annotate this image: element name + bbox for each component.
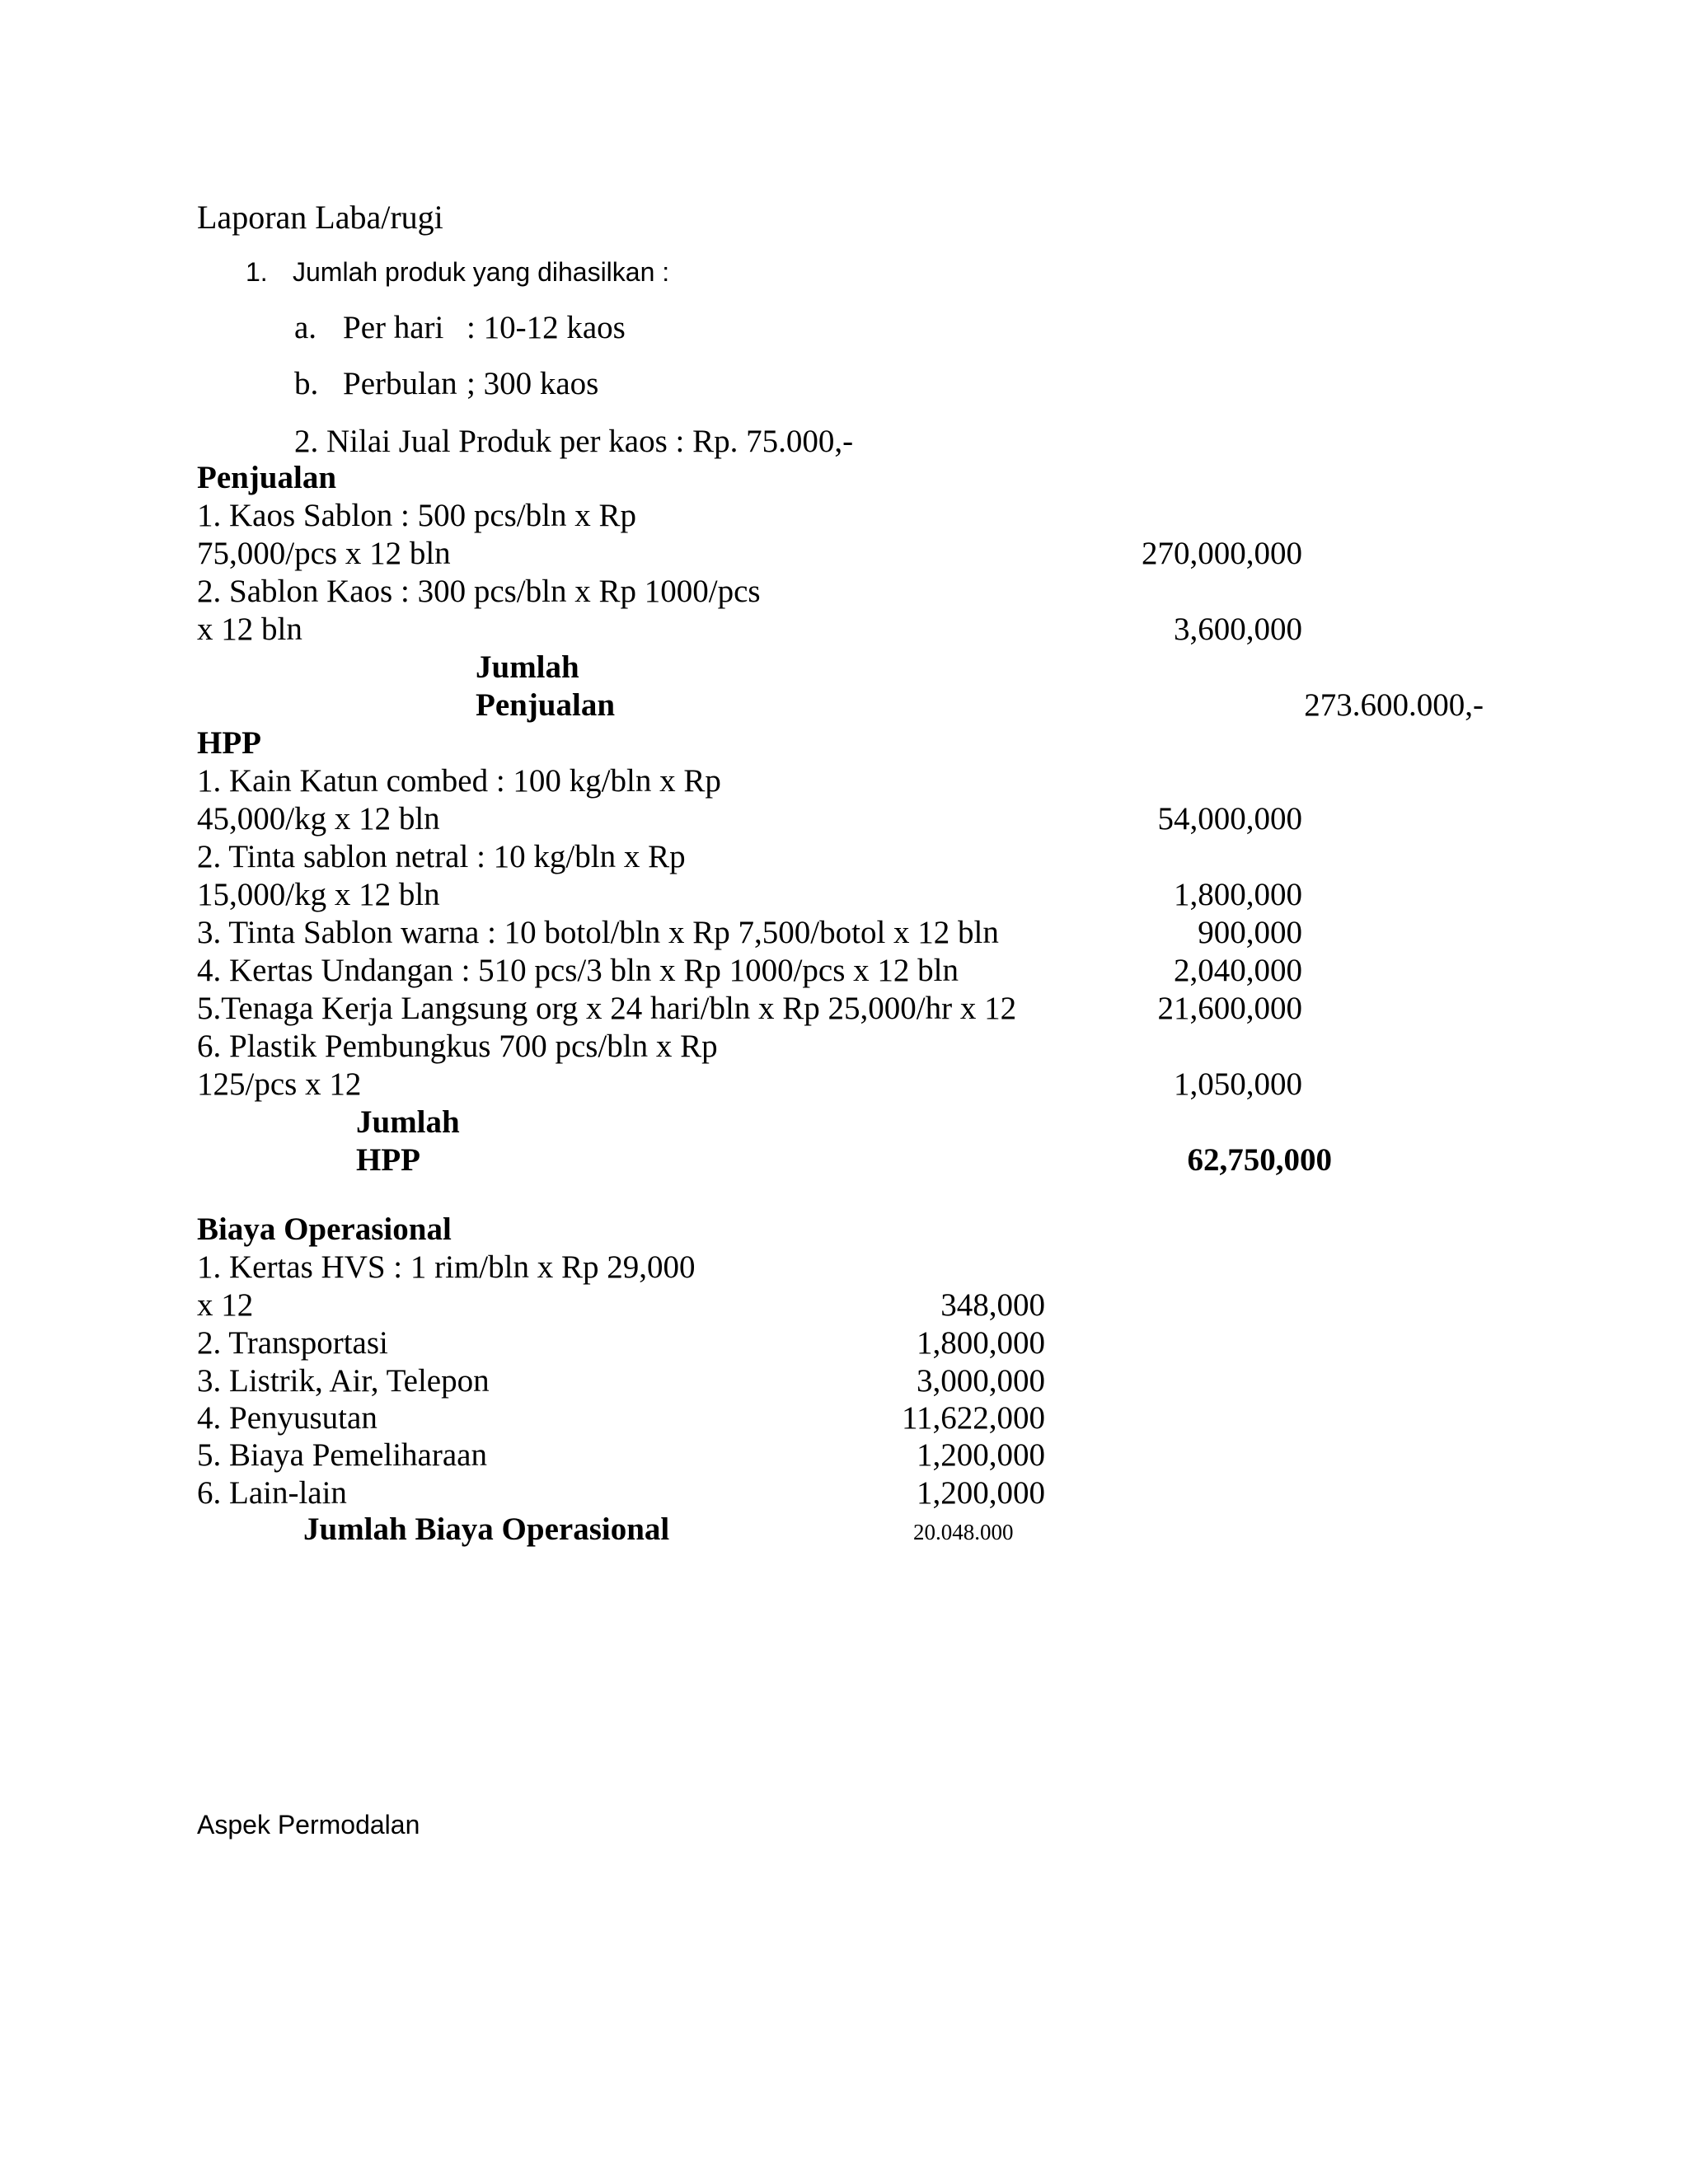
hpp-total-label-2: HPP bbox=[356, 1142, 420, 1178]
hpp-item1-line1: 1. Kain Katun combed : 100 kg/bln x Rp bbox=[197, 763, 721, 799]
hpp-item5-line: 5.Tenaga Kerja Langsung org x 24 hari/bln x Rp 25,000/hr x 12 bbox=[197, 991, 1017, 1026]
penjualan-item2-line2: x 12 bln bbox=[197, 612, 302, 647]
hpp-item3-amount: 900,000 bbox=[1198, 915, 1302, 950]
biaya-item5-line: 5. Biaya Pemeliharaan bbox=[197, 1437, 487, 1473]
hpp-heading: HPP bbox=[197, 725, 261, 761]
biaya-item1-amount: 348,000 bbox=[940, 1287, 1045, 1323]
penjualan-item2-line1: 2. Sablon Kaos : 300 pcs/bln x Rp 1000/pcs bbox=[197, 574, 761, 609]
hpp-item3-line: 3. Tinta Sablon warna : 10 botol/bln x Rp 7,500/botol x 12 bln bbox=[197, 915, 999, 950]
penjualan-total-label-1: Jumlah bbox=[476, 649, 579, 685]
hpp-item2-line2: 15,000/kg x 12 bln bbox=[197, 877, 440, 912]
biaya-item5-amount: 1,200,000 bbox=[917, 1437, 1045, 1473]
biaya-total-amount: 20.048.000 bbox=[913, 1520, 1014, 1544]
penjualan-item1-line2: 75,000/pcs x 12 bln bbox=[197, 536, 451, 571]
biaya-item1-line1: 1. Kertas HVS : 1 rim/bln x Rp 29,000 bbox=[197, 1249, 696, 1285]
hpp-item1-line2: 45,000/kg x 12 bln bbox=[197, 801, 440, 837]
aspek-permodalan-heading: Aspek Permodalan bbox=[197, 1810, 420, 1840]
biaya-item3-amount: 3,000,000 bbox=[917, 1363, 1045, 1399]
hpp-item4-line: 4. Kertas Undangan : 510 pcs/3 bln x Rp 1000/pcs x 12 bln bbox=[197, 953, 959, 988]
penjualan-heading: Penjualan bbox=[197, 460, 337, 495]
hpp-item6-line2: 125/pcs x 12 bbox=[197, 1066, 362, 1102]
intro-item2: 2. Nilai Jual Produk per kaos : Rp. 75.000,- bbox=[294, 424, 854, 459]
penjualan-total-label-2: Penjualan bbox=[476, 687, 616, 723]
biaya-item2-amount: 1,800,000 bbox=[917, 1325, 1045, 1361]
biaya-item2-line: 2. Transportasi bbox=[197, 1325, 388, 1361]
hpp-item1-amount: 54,000,000 bbox=[1157, 801, 1302, 837]
biaya-total-label: Jumlah Biaya Operasional bbox=[303, 1511, 670, 1547]
biaya-operasional-heading: Biaya Operasional bbox=[197, 1212, 452, 1247]
intro-a-label: Per hari bbox=[343, 310, 444, 345]
intro-item1-number: 1. bbox=[246, 257, 268, 287]
biaya-item6-line: 6. Lain-lain bbox=[197, 1475, 347, 1511]
penjualan-item1-amount: 270,000,000 bbox=[1142, 536, 1302, 571]
hpp-total-amount: 62,750,000 bbox=[1187, 1142, 1332, 1178]
hpp-item2-amount: 1,800,000 bbox=[1174, 877, 1302, 912]
biaya-item4-line: 4. Penyusutan bbox=[197, 1400, 377, 1436]
hpp-item6-line1: 6. Plastik Pembungkus 700 pcs/bln x Rp bbox=[197, 1029, 718, 1064]
biaya-item4-amount: 11,622,000 bbox=[901, 1400, 1045, 1436]
intro-b-label: Perbulan bbox=[343, 366, 457, 401]
intro-a-value: : 10-12 kaos bbox=[467, 310, 626, 345]
hpp-item4-amount: 2,040,000 bbox=[1174, 953, 1302, 988]
hpp-item6-amount: 1,050,000 bbox=[1174, 1066, 1302, 1102]
intro-a-letter: a. bbox=[294, 310, 317, 345]
biaya-item3-line: 3. Listrik, Air, Telepon bbox=[197, 1363, 490, 1399]
intro-b-letter: b. bbox=[294, 366, 319, 401]
penjualan-item1-line1: 1. Kaos Sablon : 500 pcs/bln x Rp bbox=[197, 498, 636, 533]
biaya-item6-amount: 1,200,000 bbox=[917, 1475, 1045, 1511]
hpp-item5-amount: 21,600,000 bbox=[1157, 991, 1302, 1026]
report-title: Laporan Laba/rugi bbox=[197, 199, 443, 236]
intro-item1-label: Jumlah produk yang dihasilkan : bbox=[293, 257, 670, 287]
penjualan-item2-amount: 3,600,000 bbox=[1174, 612, 1302, 647]
hpp-item2-line1: 2. Tinta sablon netral : 10 kg/bln x Rp bbox=[197, 839, 686, 874]
penjualan-total-amount: 273.600.000,- bbox=[1304, 687, 1484, 723]
hpp-total-label-1: Jumlah bbox=[356, 1104, 460, 1140]
intro-b-value: ; 300 kaos bbox=[467, 366, 599, 401]
biaya-item1-line2: x 12 bbox=[197, 1287, 254, 1323]
